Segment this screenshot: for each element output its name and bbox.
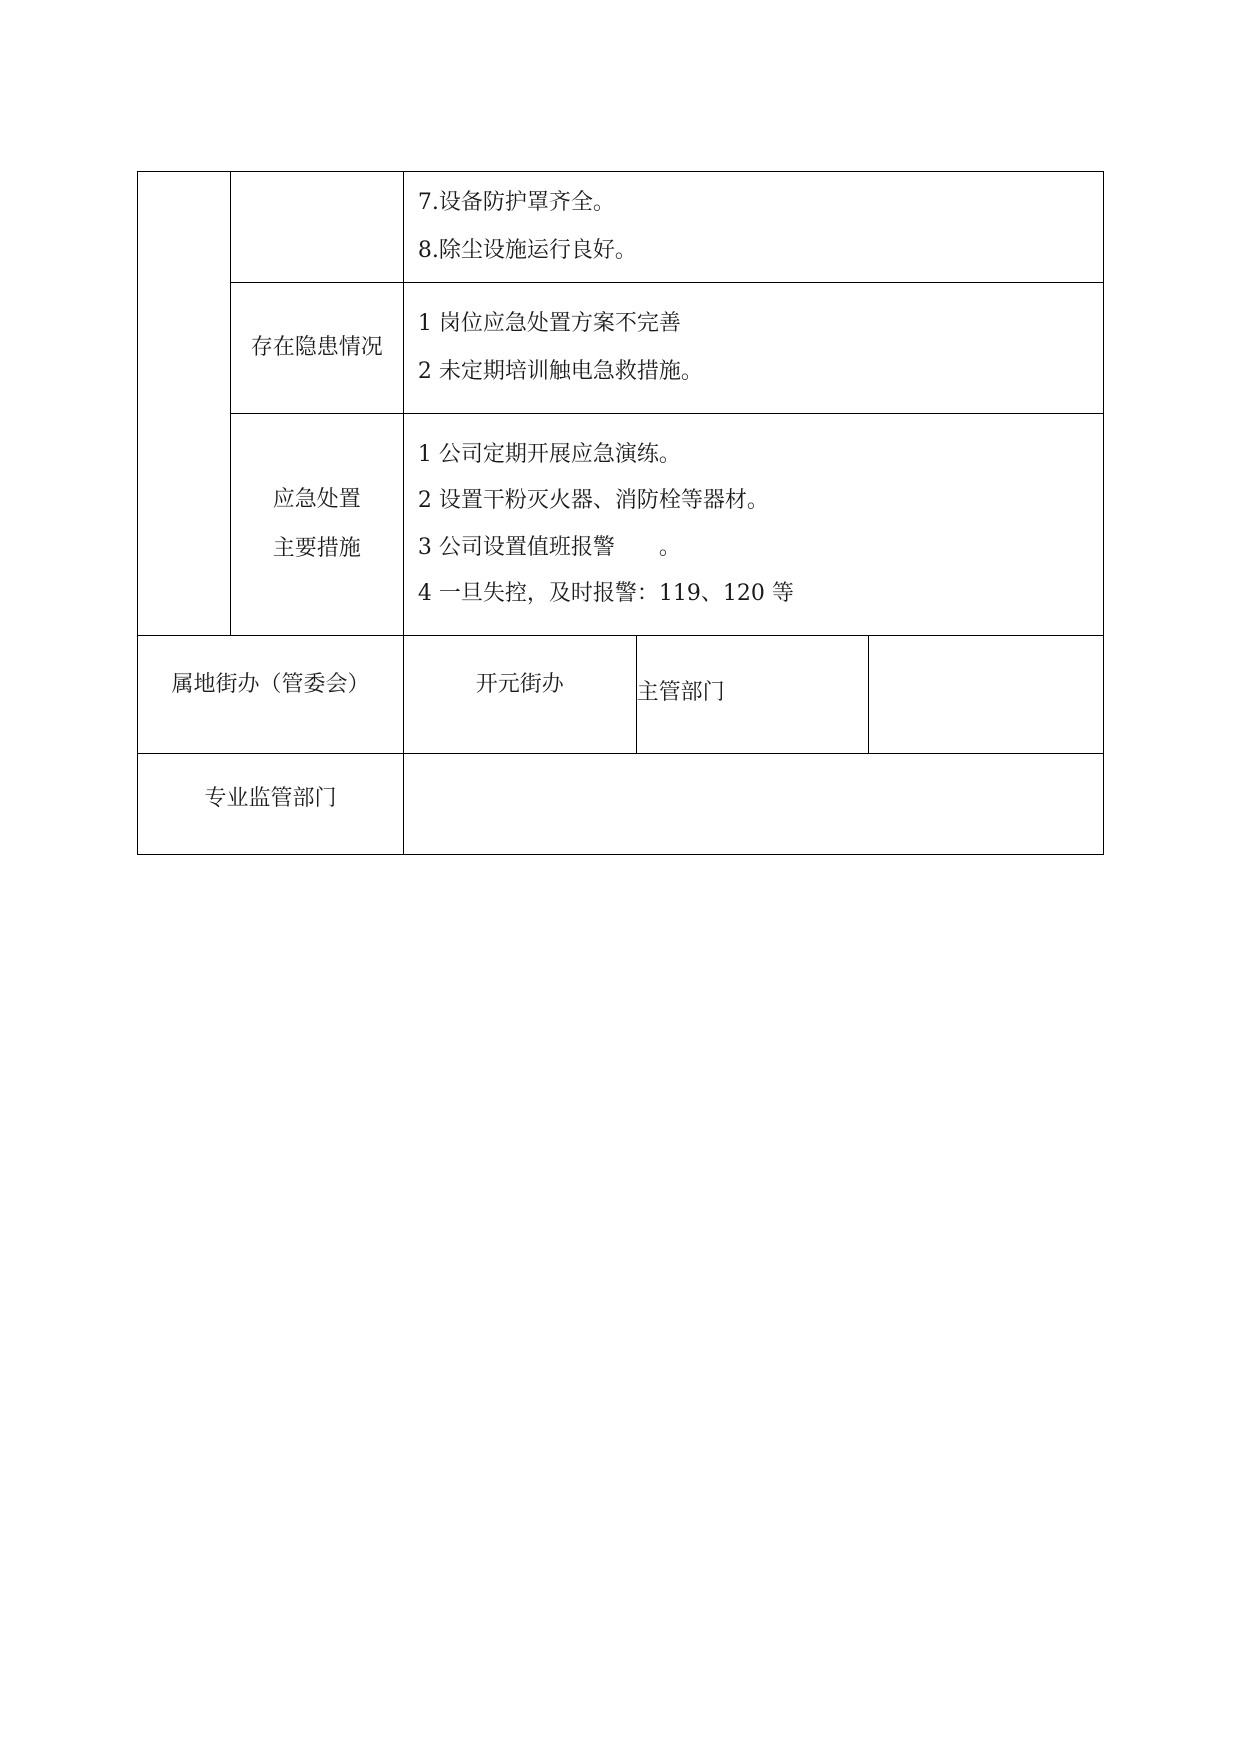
measures-item: 8.除尘设施运行良好。 [417,238,637,263]
emergency-label-line2: 主要措施 [272,535,361,561]
emergency-item: 3 公司设置值班报警 。 [417,534,681,560]
supervision-value [403,754,1103,855]
table-row-hazards [138,283,1104,414]
jurisdiction-value: 开元街办 [403,636,636,754]
measures-content-cell [403,172,1103,283]
emergency-label-cell [230,414,403,636]
table-row-supervision [138,754,1104,855]
merged-left-cell [138,172,231,636]
hazards-label: 存在隐患情况 [230,283,403,414]
jurisdiction-label: 属地街办（管委会） [138,636,404,754]
empty-label-cell [230,172,403,283]
emergency-item: 1 公司定期开展应急演练。 [417,441,681,467]
table-row-emergency [138,414,1104,636]
hazards-item: 1 岗位应急处置方案不完善 [417,310,681,336]
hazards-item: 2 未定期培训触电急救措施。 [417,359,703,384]
emergency-label-line1: 应急处置 [272,487,361,513]
emergency-item: 4 一旦失控，及时报警：119、120 等 [417,580,794,606]
dept-value [869,636,1104,754]
supervision-label: 专业监管部门 [138,754,404,855]
measures-item: 7.设备防护罩齐全。 [417,189,615,215]
hazards-content-cell [403,283,1103,414]
emergency-content-cell [403,414,1103,636]
emergency-item: 2 设置干粉灭火器、消防栓等器材。 [417,488,769,514]
table-row-jurisdiction [138,636,1104,754]
dept-label: 主管部门 [636,636,869,754]
table-row-measures [138,172,1104,283]
info-table [137,171,1104,855]
